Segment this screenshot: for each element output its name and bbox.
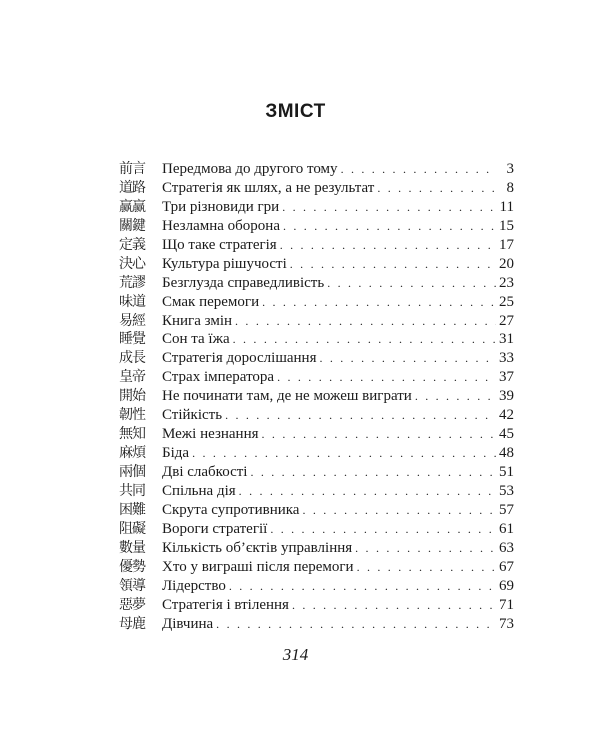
toc-entry-glyphs: 優勢 [119,558,145,575]
toc-entry-leader [377,179,497,198]
toc-entry-leader [357,558,496,577]
toc-entry-leader [282,198,496,217]
page-title: ЗМІСТ [265,101,326,122]
toc-entry [119,539,514,558]
toc-entry-title: Дві слабкості [162,464,248,480]
toc-entry [119,501,514,520]
toc-entry-page: 11 [499,198,514,215]
toc-entry-glyphs: 麻煩 [119,445,145,462]
toc-entry-glyphs: 開始 [119,388,145,405]
toc-entry-leader [262,425,496,444]
toc-entry-leader [235,312,496,331]
toc-entry-title: Стратегія і втілення [162,596,289,613]
toc-entry-page: 33 [499,350,514,367]
toc-entry-leader [216,615,496,634]
toc-entry-title: Вороги стратегії [162,520,268,537]
toc-entry [119,577,514,596]
toc-entry-page: 42 [499,407,514,424]
toc-entry-page: 45 [499,426,514,443]
toc-entry-glyphs: 荒謬 [119,274,145,291]
toc-entry-title: Передмова до другого тому [162,161,338,177]
toc-entry-title: Біда [162,445,190,462]
toc-entry-glyphs: 味道 [119,293,145,310]
toc-entry-leader [250,463,496,482]
toc-entry-page: 27 [499,312,514,329]
toc-entry-leader [302,501,496,520]
toc-entry-leader [415,387,496,406]
toc-entry-glyphs: 關鍵 [119,217,145,234]
toc-entry [119,274,514,293]
toc-entry [119,236,514,255]
toc-entry-leader [327,274,496,293]
toc-entry-page: 51 [499,464,514,480]
toc-entry-title: Не починати там, де не можеш виграти [162,388,412,405]
toc-entry-glyphs: 定義 [119,236,145,253]
toc-entry-page: 61 [499,520,514,537]
toc-entry [119,217,514,236]
toc-entry-page: 37 [499,369,514,386]
toc-entry-page: 57 [499,501,514,518]
toc-entry-page: 3 [506,161,514,177]
toc-entry-leader [229,577,496,596]
toc-entry [119,198,514,217]
toc-entry-page: 67 [499,558,514,575]
toc-entry-glyphs: 困難 [119,501,145,518]
toc-entry-title: Стійкість [162,407,223,424]
toc-entry-title: Стратегія дорослішання [162,350,317,367]
toc-entry-title: Смак перемоги [162,293,260,310]
toc-entry-title: Культура рішучості [162,255,287,272]
toc-entry-page: 23 [499,274,514,291]
toc-entry-title: Що таке стратегія [162,236,277,253]
toc-entry [119,596,514,615]
toc-entry-glyphs: 數量 [119,539,145,556]
toc-entry-glyphs: 無知 [119,426,145,443]
toc-entry-glyphs: 共同 [119,482,145,499]
toc-entry [119,293,514,312]
toc-entry [119,406,514,425]
toc-entry-page: 71 [499,596,514,613]
toc-entry [119,463,514,482]
toc-entry-glyphs: 睡覺 [119,331,145,348]
toc-entry-leader [290,255,496,274]
toc-entry-glyphs: 韌性 [119,407,145,424]
toc-entry-leader [283,217,496,236]
toc-entry [119,160,514,179]
toc-entry-glyphs: 阻礙 [119,520,145,537]
toc-entry [119,615,514,634]
toc-entry-glyphs: 皇帝 [119,369,145,386]
toc-entry-page: 73 [499,615,514,632]
toc-entry-title: Межі незнання [162,426,259,443]
toc-entry-glyphs: 易經 [119,312,145,329]
toc-entry-title: Безглузда справедливість [162,274,325,291]
toc-entry-title: Сон та їжа [162,331,230,348]
table-of-contents [119,160,514,633]
toc-entry [119,330,514,349]
toc-entry-glyphs: 領導 [119,577,145,594]
toc-entry-title: Страх імператора [162,369,275,386]
toc-entry-glyphs: 母鹿 [119,615,145,632]
page-number: 314 [282,645,309,664]
toc-entry-title: Книга змін [162,312,233,329]
toc-entry-leader [233,330,496,349]
toc-entry-leader [355,539,496,558]
toc-entry-glyphs: 決心 [119,255,145,272]
toc-entry-page: 17 [499,236,514,253]
toc-entry-page: 15 [499,217,514,234]
toc-entry [119,179,514,198]
toc-entry-glyphs: 道路 [119,179,145,196]
toc-entry-leader [225,406,496,425]
toc-entry-leader [239,482,496,501]
toc-entry-page: 48 [499,445,514,462]
toc-entry-glyphs: 兩個 [119,464,145,480]
toc-entry-leader [192,444,496,463]
toc-entry-leader [280,236,496,255]
toc-entry-leader [341,160,497,179]
toc-entry [119,349,514,368]
toc-entry-glyphs: 成長 [119,350,145,367]
toc-entry-glyphs: 前言 [119,161,145,177]
toc-entry-glyphs: 赢赢 [119,198,145,215]
toc-entry-glyphs: 惡夢 [119,596,145,613]
toc-entry-page: 20 [499,255,514,272]
toc-entry-page: 31 [499,331,514,348]
toc-entry-page: 39 [499,388,514,405]
toc-entry-title: Лідерство [162,577,226,594]
toc-entry [119,520,514,539]
toc-entry-title: Хто у виграші після перемоги [162,558,354,575]
toc-entry-leader [270,520,496,539]
toc-entry [119,368,514,387]
toc-entry-title: Спільна дія [162,482,236,499]
toc-entry [119,255,514,274]
toc-entry-leader [262,293,496,312]
toc-entry-leader [292,596,496,615]
toc-entry-title: Три різновиди гри [162,198,280,215]
toc-entry-page: 25 [499,293,514,310]
toc-entry-page: 8 [506,179,514,196]
toc-entry-title: Незламна оборона [162,217,280,234]
toc-entry-leader [277,368,496,387]
toc-entry-title: Скрута супротивника [162,501,300,518]
toc-entry [119,558,514,577]
toc-entry [119,425,514,444]
toc-entry-page: 53 [499,482,514,499]
toc-entry-title: Дівчина [162,615,214,632]
toc-entry [119,387,514,406]
toc-entry-title: Стратегія як шлях, а не результат [162,179,375,196]
toc-entry-leader [319,349,496,368]
toc-entry [119,444,514,463]
toc-entry [119,312,514,331]
toc-entry-page: 63 [499,539,514,556]
toc-entry [119,482,514,501]
toc-entry-title: Кількість об’єктів управління [162,539,353,556]
toc-entry-page: 69 [499,577,514,594]
